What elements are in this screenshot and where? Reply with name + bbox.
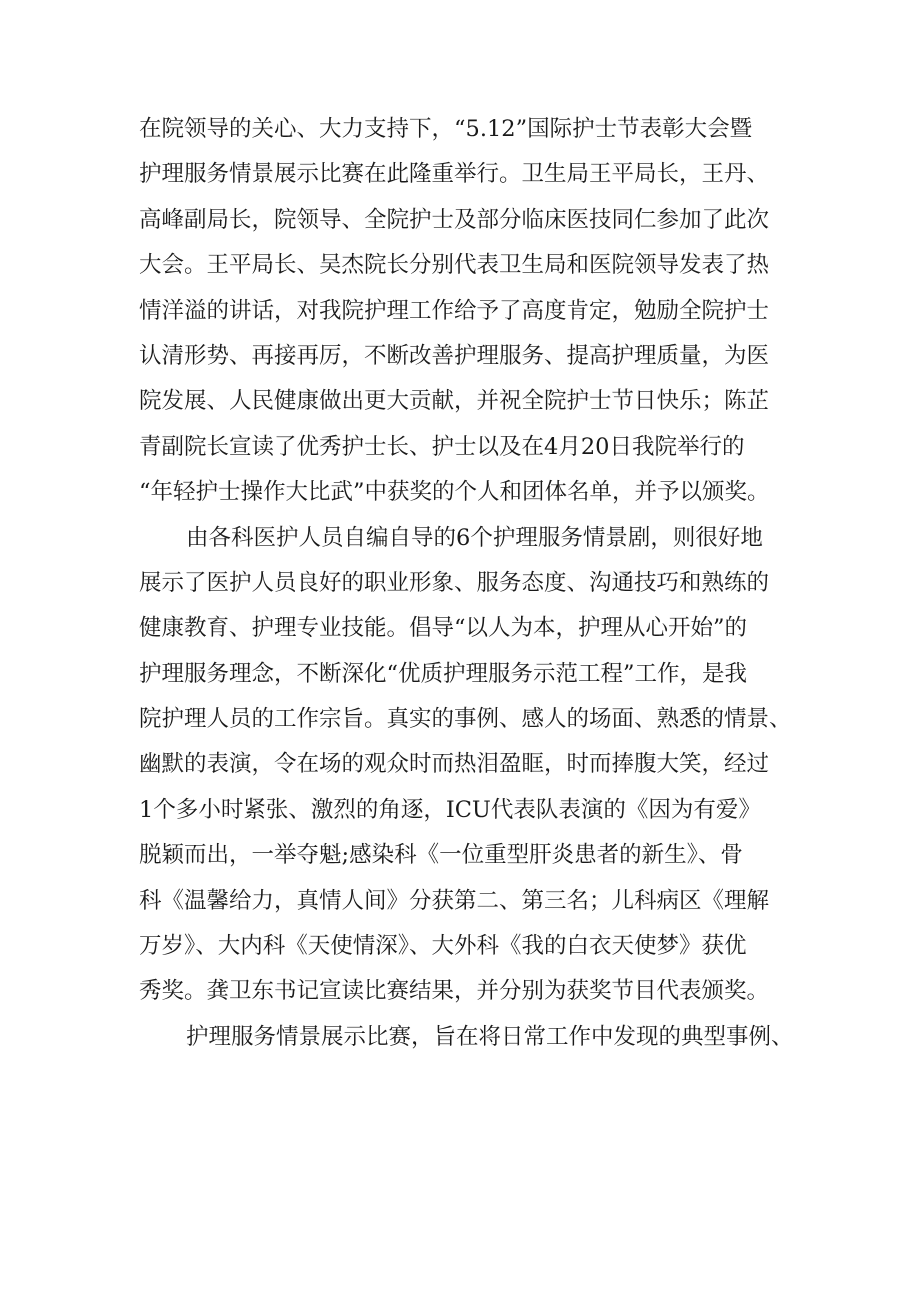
text-line: 万岁》、大内科《天使情深》、大外科《我的白衣天使梦》获优 [139, 933, 747, 960]
text-line: 情洋溢的讲话，对我院护理工作给予了高度肯定，勉励全院护士 [139, 297, 770, 324]
text-line: 脱颖而出，一举夺魁;感染科《一位重型肝炎患者的新生》、骨 [139, 842, 743, 869]
text-line: 科《温馨给力，真情人间》分获第二、第三名；儿科病区《理解 [139, 887, 770, 914]
paragraph-1 [139, 107, 789, 516]
text-line-indented: 护理服务情景展示比赛，旨在将日常工作中发现的典型事例、 [186, 1023, 794, 1050]
text-line: 青副院长宣读了优秀护士长、护士以及在4月20日我院举行的 [139, 433, 745, 460]
document-body [139, 107, 794, 1060]
text-line: “年轻护士操作大比武”中获奖的个人和团体名单，并予以颁奖。 [139, 479, 770, 506]
text-line: 大会。王平局长、吴杰院长分别代表卫生局和医院领导发表了热 [139, 252, 770, 279]
text-line: 1个多小时紧张、激烈的角逐，ICU代表队表演的《因为有爱》 [139, 796, 761, 823]
text-line: 高峰副局长，院领导、全院护士及部分临床医技同仁参加了此次 [139, 206, 770, 233]
paragraph-2 [139, 516, 792, 1015]
paragraph-3 [139, 1015, 794, 1060]
text-line: 院发展、人民健康做出更大贡献，并祝全院护士节日快乐；陈芷 [139, 388, 770, 415]
text-line: 护理服务理念，不断深化“优质护理服务示范工程”工作，是我 [139, 660, 748, 687]
text-line: 认清形势、再接再厉，不断改善护理服务、提高护理质量，为医 [139, 342, 770, 369]
text-line: 展示了医护人员良好的职业形象、服务态度、沟通技巧和熟练的 [139, 569, 770, 596]
text-line: 健康教育、护理专业技能。倡导“以人为本，护理从心开始”的 [139, 615, 748, 642]
text-line: 护理服务情景展示比赛在此隆重举行。卫生局王平局长，王丹、 [139, 161, 770, 188]
text-line: 幽默的表演，令在场的观众时而热泪盈眶，时而捧腹大笑，经过 [139, 751, 770, 778]
text-line: 院护理人员的工作宗旨。真实的事例、感人的场面、熟悉的情景、 [139, 706, 792, 733]
text-line-indented: 由各科医护人员自编自导的6个护理服务情景剧，则很好地 [186, 524, 763, 551]
text-line: 在院领导的关心、大力支持下，“5.12”国际护士节表彰大会暨 [139, 116, 753, 142]
text-line: 秀奖。龚卫东书记宣读比赛结果，并分别为获奖节目代表颁奖。 [139, 978, 770, 1005]
